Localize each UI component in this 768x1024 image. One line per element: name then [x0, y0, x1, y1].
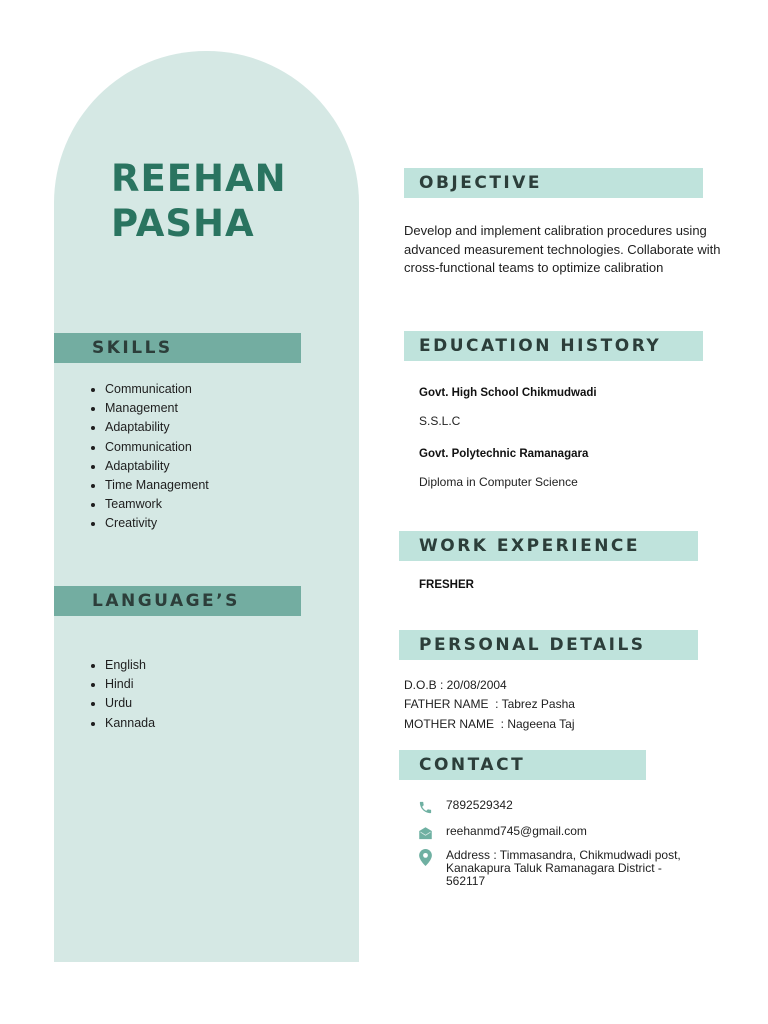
phone-icon: [417, 799, 433, 815]
skills-list: [88, 380, 209, 534]
objective-text: Develop and implement calibration procedures using advanced measurement technologies. Collaborate with cross-functional teams to optimize calibration: [404, 223, 721, 275]
skill-item: • Time Management: [105, 476, 209, 495]
skill-item: • Communication: [105, 438, 209, 457]
personal-details-heading: PERSONAL DETAILS: [399, 630, 698, 660]
education-school: Govt. High School Chikmudwadi: [419, 387, 597, 399]
work-experience-value: FRESHER: [419, 579, 474, 591]
address-text: Address : Timmasandra, Chikmudwadi post, Kanakapura Taluk Ramanagara District - 562117: [446, 848, 681, 888]
education-heading: EDUCATION HISTORY: [404, 331, 703, 361]
work-experience-heading: WORK EXPERIENCE: [399, 531, 698, 561]
candidate-name: [111, 156, 287, 246]
languages-heading: LANGUAGE’S: [54, 586, 301, 616]
first-name: REEHAN: [111, 157, 287, 200]
phone-number: 7892529342: [446, 798, 513, 812]
education-degree: Diploma in Computer Science: [419, 475, 578, 489]
skills-heading: SKILLS: [54, 333, 301, 363]
father-name-line: FATHER NAME : Tabrez Pasha: [404, 697, 575, 711]
language-item: • Urdu: [105, 694, 155, 713]
contact-email: [417, 825, 587, 841]
contact-heading: CONTACT: [399, 750, 646, 780]
skill-item: • Creativity: [105, 514, 209, 533]
dob-line: D.O.B : 20/08/2004: [404, 678, 507, 692]
language-item: • English: [105, 656, 155, 675]
objective-heading: OBJECTIVE: [404, 168, 703, 198]
envelope-icon: [417, 825, 433, 841]
location-pin-icon: [417, 849, 433, 865]
contact-address: [417, 849, 696, 888]
languages-list: [88, 656, 155, 733]
language-item: • Kannada: [105, 714, 155, 733]
education-school: Govt. Polytechnic Ramanagara: [419, 448, 589, 460]
skill-item: • Management: [105, 399, 209, 418]
language-item: • Hindi: [105, 675, 155, 694]
mother-name-line: MOTHER NAME : Nageena Taj: [404, 717, 575, 731]
skill-item: • Adaptability: [105, 418, 209, 437]
education-degree: S.S.L.C: [419, 414, 461, 428]
last-name: PASHA: [111, 202, 255, 245]
skill-item: • Teamwork: [105, 495, 209, 514]
contact-phone: [417, 799, 513, 815]
skill-item: • Communication: [105, 380, 209, 399]
email-address: reehanmd745@gmail.com: [446, 824, 587, 838]
skill-item: • Adaptability: [105, 457, 209, 476]
